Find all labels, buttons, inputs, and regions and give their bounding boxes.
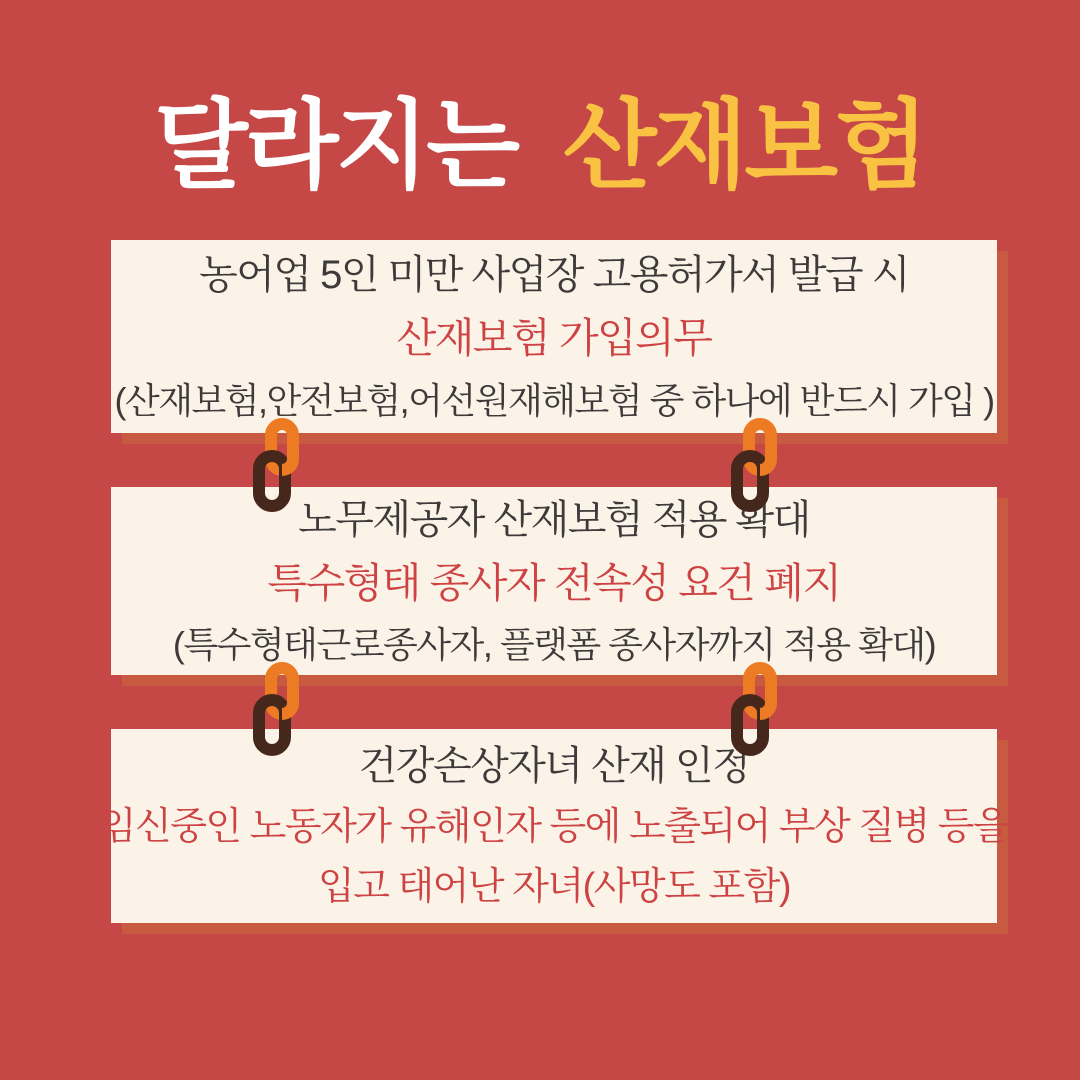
card-2-line-1: 노무제공자 산재보험 적용 확대: [298, 497, 810, 542]
card-2-line-2: 특수형태 종사자 전속성 요건 폐지: [267, 559, 841, 606]
page-title: [0, 88, 1080, 204]
card-3-line-1: 건강손상자녀 산재 인정: [358, 743, 750, 788]
title-part-yellow: 산재보험: [563, 91, 926, 200]
card-3-line-3: 입고 태어난 자녀(사망도 포함): [318, 866, 790, 908]
title-part-white: 달라지는: [154, 91, 517, 200]
card-3-line-2: 임신중인 노동자가 유해인자 등에 노출되어 부상 질병 등을: [99, 805, 1009, 848]
card-1-line-2: 산재보험 가입의무: [396, 315, 712, 362]
chain-link-icon: [723, 658, 785, 758]
chain-link-icon: [245, 658, 307, 758]
info-card-2: [111, 487, 997, 675]
card-2-line-3: (특수형태근로종사자, 플랫폼 종사자까지 적용 확대): [172, 624, 936, 666]
info-card-3: [99, 729, 1009, 923]
info-card-1: [111, 240, 997, 433]
chain-link-icon: [723, 414, 785, 514]
card-1-line-1: 농어업 5인 미만 사업장 고용허가서 발급 시: [199, 253, 909, 298]
card-1-line-3: (산재보험,안전보험,어선원재해보험 중 하나에 반드시 가입 ): [114, 379, 994, 421]
chain-link-icon: [245, 414, 307, 514]
